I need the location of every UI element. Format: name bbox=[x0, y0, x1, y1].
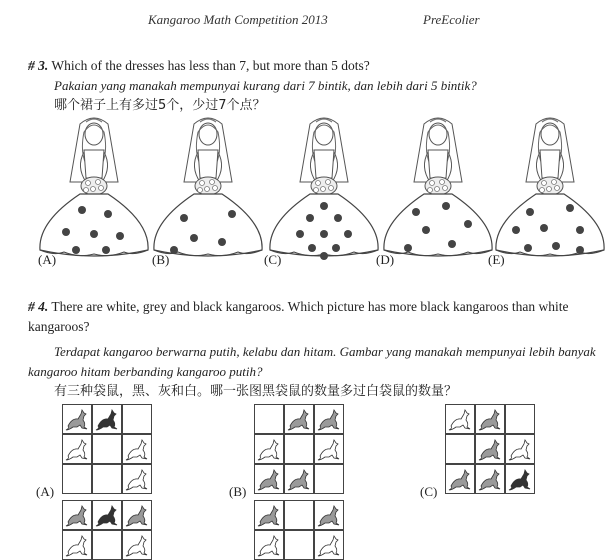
flower-icon bbox=[210, 180, 215, 185]
grid-cell bbox=[254, 434, 284, 464]
header-competition: Kangaroo Math Competition 2013 bbox=[148, 12, 328, 27]
grid-cell bbox=[284, 404, 314, 434]
kangaroo-icon bbox=[64, 436, 90, 462]
dress-dot bbox=[334, 214, 342, 222]
grid-cell bbox=[254, 500, 284, 530]
q3-english bbox=[28, 56, 370, 76]
q4-option-a[interactable]: (A) bbox=[36, 484, 55, 499]
dress-dot bbox=[180, 214, 188, 222]
dress-dot bbox=[116, 232, 124, 240]
dress-dot bbox=[320, 252, 328, 260]
bride-head-icon bbox=[429, 123, 447, 145]
bodice-icon bbox=[540, 150, 560, 178]
flower-icon bbox=[213, 186, 218, 191]
kangaroo-icon bbox=[256, 436, 282, 462]
grid-cell bbox=[254, 530, 284, 560]
q4-grid-c bbox=[445, 404, 535, 494]
q3-option-e[interactable]: (E) bbox=[488, 252, 505, 267]
grid-cell bbox=[505, 404, 535, 434]
dress-dot bbox=[576, 246, 584, 254]
q3-chinese: 哪个裙子上有多过5个，少过7个点？ bbox=[54, 98, 266, 113]
dress-dot bbox=[78, 206, 86, 214]
q3-option-d[interactable]: (D) bbox=[376, 252, 395, 267]
grid-cell bbox=[505, 464, 535, 494]
dress-dot bbox=[552, 242, 560, 250]
q3-english-text: Which of the dresses has less than 7, but more than 5 dots? bbox=[51, 58, 370, 73]
kangaroo-icon bbox=[64, 532, 90, 558]
bride-head-icon bbox=[199, 123, 217, 145]
dress-dot bbox=[296, 230, 304, 238]
flower-icon bbox=[200, 181, 205, 186]
dress-dot bbox=[320, 202, 328, 210]
q3-malay: Pakaian yang manakah mempunyai kurang dari 7 bintik, dan lebih dari 5 bintik? bbox=[54, 78, 477, 93]
dress-dot bbox=[306, 214, 314, 222]
kangaroo-icon bbox=[256, 466, 282, 492]
q4-malay: Terdapat kangaroo berwarna putih, kelabu dan hitam. Gambar yang manakah mempunyai lebih banyak kangaroo hitam berbanding kangaroo putih? bbox=[28, 344, 596, 379]
dress-dot bbox=[190, 234, 198, 242]
flower-icon bbox=[205, 187, 210, 192]
flower-icon bbox=[428, 188, 433, 193]
grid-cell bbox=[314, 404, 344, 434]
grid-cell bbox=[314, 530, 344, 560]
grid-cell bbox=[254, 404, 284, 434]
flower-icon bbox=[316, 181, 321, 186]
grid-cell bbox=[284, 500, 314, 530]
flower-icon bbox=[91, 187, 96, 192]
grid-cell bbox=[92, 530, 122, 560]
flower-icon bbox=[443, 186, 448, 191]
grid-cell bbox=[445, 464, 475, 494]
grid-cell bbox=[254, 464, 284, 494]
dress-dot bbox=[512, 226, 520, 234]
dresses-figure bbox=[0, 112, 608, 272]
flower-icon bbox=[555, 186, 560, 191]
grid-cell bbox=[284, 434, 314, 464]
dress-5 bbox=[496, 118, 604, 256]
skirt-icon bbox=[496, 194, 604, 256]
kangaroo-icon bbox=[94, 406, 120, 432]
kangaroo-icon bbox=[64, 502, 90, 528]
dress-dot bbox=[448, 240, 456, 248]
flower-icon bbox=[326, 180, 331, 185]
dress-dot bbox=[442, 202, 450, 210]
kangaroo-icon bbox=[124, 436, 150, 462]
grid-cell bbox=[122, 530, 152, 560]
dress-dot bbox=[412, 208, 420, 216]
grid-cell bbox=[122, 404, 152, 434]
dress-dot bbox=[308, 244, 316, 252]
grid-cell bbox=[445, 434, 475, 464]
q3-dresses-row bbox=[0, 112, 608, 272]
dress-dot bbox=[90, 230, 98, 238]
dress-dot bbox=[320, 230, 328, 238]
dress-1 bbox=[40, 118, 148, 256]
q3-option-c[interactable]: (C) bbox=[264, 252, 282, 267]
grid-cell bbox=[284, 464, 314, 494]
q4-grid-a-lower bbox=[62, 500, 152, 560]
grid-cell bbox=[62, 404, 92, 434]
kangaroo-icon bbox=[94, 502, 120, 528]
dress-dot bbox=[566, 204, 574, 212]
q4-grid-a bbox=[62, 404, 152, 494]
q4-english bbox=[28, 297, 604, 337]
kangaroo-icon bbox=[286, 466, 312, 492]
dress-dot bbox=[524, 244, 532, 252]
q3-option-a[interactable]: (A) bbox=[38, 252, 57, 267]
grid-cell bbox=[314, 464, 344, 494]
skirt-icon bbox=[40, 194, 148, 256]
bodice-icon bbox=[428, 150, 448, 178]
header-level: PreEcolier bbox=[423, 12, 480, 27]
skirt-icon bbox=[384, 194, 492, 256]
dress-3 bbox=[270, 118, 378, 260]
kangaroo-icon bbox=[477, 436, 503, 462]
dress-dot bbox=[332, 244, 340, 252]
q4-option-c[interactable]: (C) bbox=[420, 484, 438, 499]
dress-dot bbox=[404, 244, 412, 252]
dress-dot bbox=[72, 246, 80, 254]
dress-dot bbox=[526, 208, 534, 216]
kangaroo-icon bbox=[507, 466, 533, 492]
bride-head-icon bbox=[85, 123, 103, 145]
dress-4 bbox=[384, 118, 492, 256]
q4-chinese: 有三种袋鼠，黑、灰和白。哪一张图黑袋鼠的数量多过白袋鼠的数量？ bbox=[54, 384, 458, 399]
flower-icon bbox=[552, 180, 557, 185]
flower-icon bbox=[540, 188, 545, 193]
flower-icon bbox=[84, 188, 89, 193]
flower-icon bbox=[96, 180, 101, 185]
kangaroo-icon bbox=[477, 466, 503, 492]
kangaroo-icon bbox=[507, 436, 533, 462]
kangaroo-icon bbox=[124, 502, 150, 528]
skirt-icon bbox=[154, 194, 262, 256]
grid-cell bbox=[475, 434, 505, 464]
dress-dot bbox=[62, 228, 70, 236]
grid-cell bbox=[92, 434, 122, 464]
grid-cell bbox=[62, 434, 92, 464]
dress-dot bbox=[540, 224, 548, 232]
kangaroo-icon bbox=[256, 532, 282, 558]
grid-cell bbox=[505, 434, 535, 464]
kangaroo-icon bbox=[447, 406, 473, 432]
grid-cell bbox=[314, 500, 344, 530]
flower-icon bbox=[86, 181, 91, 186]
flower-icon bbox=[542, 181, 547, 186]
grid-cell bbox=[92, 500, 122, 530]
q4-grid-b-lower bbox=[254, 500, 344, 560]
kangaroo-icon bbox=[477, 406, 503, 432]
q4-number: # 4. bbox=[28, 299, 49, 314]
flower-icon bbox=[547, 187, 552, 192]
dress-dot bbox=[218, 238, 226, 246]
grid-cell bbox=[92, 404, 122, 434]
grid-cell bbox=[122, 464, 152, 494]
grid-cell bbox=[445, 404, 475, 434]
q3-option-b[interactable]: (B) bbox=[152, 252, 170, 267]
bodice-icon bbox=[84, 150, 104, 178]
flower-icon bbox=[329, 186, 334, 191]
dress-dot bbox=[576, 226, 584, 234]
kangaroo-icon bbox=[124, 532, 150, 558]
dress-dot bbox=[422, 226, 430, 234]
q4-grid-b bbox=[254, 404, 344, 494]
flower-icon bbox=[435, 187, 440, 192]
grid-cell bbox=[475, 404, 505, 434]
q4-english-text: There are white, grey and black kangaroos. Which picture has more black kangaroos than white kangaroos? bbox=[28, 299, 569, 334]
bodice-icon bbox=[198, 150, 218, 178]
flower-icon bbox=[314, 188, 319, 193]
kangaroo-icon bbox=[316, 502, 342, 528]
kangaroo-icon bbox=[256, 502, 282, 528]
flower-icon bbox=[99, 186, 104, 191]
kangaroo-icon bbox=[316, 436, 342, 462]
grid-cell bbox=[284, 530, 314, 560]
grid-cell bbox=[62, 500, 92, 530]
kangaroo-icon bbox=[447, 466, 473, 492]
dress-dot bbox=[102, 246, 110, 254]
grid-cell bbox=[475, 464, 505, 494]
grid-cell bbox=[62, 530, 92, 560]
dress-dot bbox=[170, 246, 178, 254]
bride-head-icon bbox=[541, 123, 559, 145]
dress-2 bbox=[154, 118, 262, 256]
dress-dot bbox=[104, 210, 112, 218]
q3-number: # 3. bbox=[28, 58, 49, 73]
grid-cell bbox=[62, 464, 92, 494]
dress-dot bbox=[228, 210, 236, 218]
flower-icon bbox=[321, 187, 326, 192]
grid-cell bbox=[92, 464, 122, 494]
kangaroo-icon bbox=[316, 406, 342, 432]
bodice-icon bbox=[314, 150, 334, 178]
grid-cell bbox=[314, 434, 344, 464]
kangaroo-icon bbox=[64, 406, 90, 432]
flower-icon bbox=[440, 180, 445, 185]
flower-icon bbox=[198, 188, 203, 193]
kangaroo-icon bbox=[316, 532, 342, 558]
kangaroo-icon bbox=[286, 406, 312, 432]
dress-dot bbox=[464, 220, 472, 228]
q4-option-b[interactable]: (B) bbox=[229, 484, 247, 499]
bride-head-icon bbox=[315, 123, 333, 145]
grid-cell bbox=[122, 500, 152, 530]
kangaroo-icon bbox=[124, 466, 150, 492]
dress-dot bbox=[344, 230, 352, 238]
grid-cell bbox=[122, 434, 152, 464]
flower-icon bbox=[430, 181, 435, 186]
